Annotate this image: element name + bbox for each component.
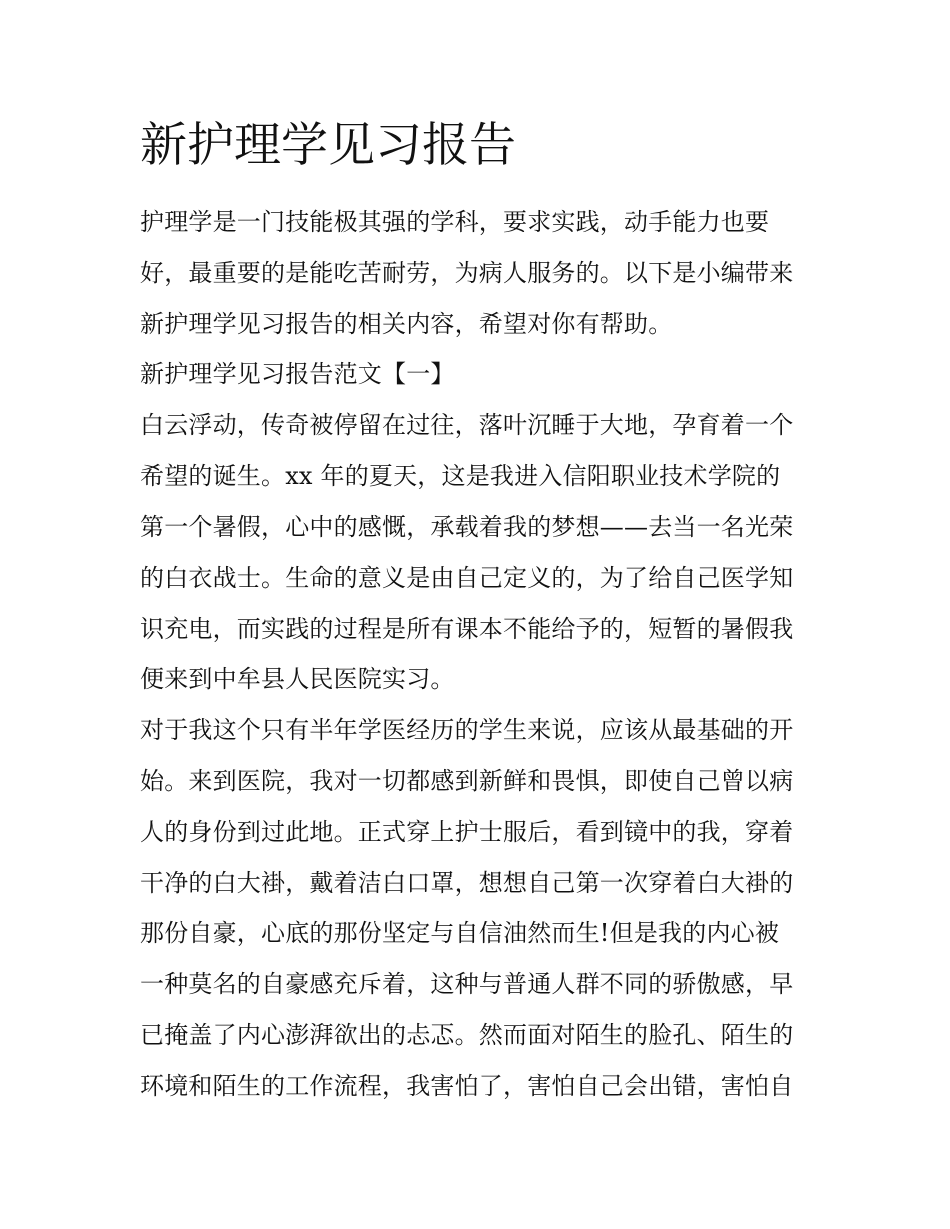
paragraph-line: 好，最重要的是能吃苦耐劳，为病人服务的。以下是小编带来 [140,259,794,287]
paragraph-line: 环境和陌生的工作流程，我害怕了，害怕自己会出错，害怕自 [140,1072,794,1100]
paragraph-line: 一种莫名的自豪感充斥着，这种与普通人群不同的骄傲感，早 [140,970,794,998]
paragraph-line: 识充电，而实践的过程是所有课本不能给予的，短暂的暑假我 [140,615,794,643]
paragraph-line: 新护理学见习报告的相关内容，希望对你有帮助。 [140,310,673,338]
paragraph-line: 人的身份到过此地。正式穿上护士服后，看到镜中的我，穿着 [140,818,794,846]
paragraph-line: 已掩盖了内心澎湃欲出的忐忑。然而面对陌生的脸孔、陌生的 [140,1021,794,1049]
paragraph-line: 便来到中牟县人民医院实习。 [140,665,455,693]
paragraph-line: 白云浮动，传奇被停留在过往，落叶沉睡于大地，孕育着一个 [140,411,794,439]
document-title: 新护理学见习报告 [140,118,516,173]
paragraph-line: 护理学是一门技能极其强的学科，要求实践，动手能力也要 [140,208,770,236]
section-heading: 新护理学见习报告范文【一】 [140,360,455,388]
paragraph-line: 那份自豪，心底的那份坚定与自信油然而生!但是我的内心被 [140,919,780,947]
paragraph-line: 对于我这个只有半年学医经历的学生来说，应该从最基础的开 [140,716,794,744]
paragraph-line: 第一个暑假，心中的感慨，承载着我的梦想——去当一名光荣 [140,513,794,541]
paragraph-line: 希望的诞生。xx 年的夏天，这是我进入信阳职业技术学院的 [140,462,781,490]
paragraph-line: 始。来到医院，我对一切都感到新鲜和畏惧，即使自己曾以病 [140,767,794,795]
paragraph-line: 干净的白大褂，戴着洁白口罩，想想自己第一次穿着白大褂的 [140,869,794,897]
paragraph-line: 的白衣战士。生命的意义是由自己定义的，为了给自己医学知 [140,564,794,592]
